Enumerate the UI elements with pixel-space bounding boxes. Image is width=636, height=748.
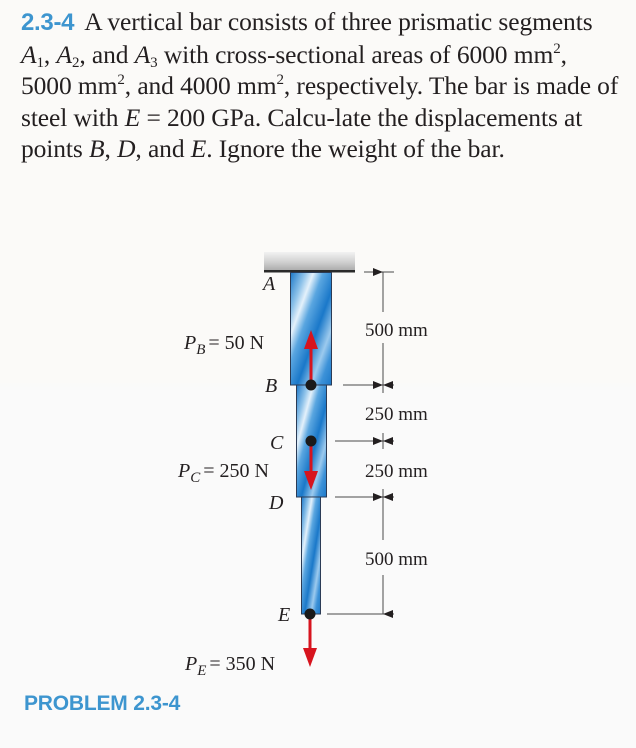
load-arrow-pe (303, 615, 317, 667)
fixed-support (264, 252, 355, 273)
text-fragment: , and (79, 39, 135, 69)
text-fragment: , (43, 39, 57, 69)
dimension-label-ab: 500 mm (365, 320, 428, 341)
subscript: 3 (150, 54, 158, 71)
text-fragment: . Ignore the weight of the bar. (206, 134, 505, 163)
subscript: 1 (36, 54, 44, 71)
symbol-e-modulus: E (124, 102, 141, 132)
text-fragment: , respectively. The bar is made of steel with (21, 71, 619, 132)
load-value: = 50 N (208, 332, 265, 354)
load-label-pe (184, 653, 275, 679)
load-subscript: B (196, 342, 206, 358)
load-label-pb (183, 332, 264, 358)
load-value: = 250 N (203, 460, 269, 482)
load-symbol: P (184, 332, 197, 354)
point-e-dot (305, 609, 316, 620)
point-label-a: A (263, 273, 276, 295)
superscript: 2 (553, 40, 561, 57)
superscript: 2 (276, 72, 284, 88)
figure-caption: PROBLEM 2.3-4 (24, 692, 181, 715)
point-label-e: E (278, 604, 291, 626)
bar-segment-a3 (302, 497, 321, 614)
symbol-a1: A (21, 39, 37, 69)
dimension-label-bc: 250 mm (365, 404, 428, 425)
point-d-ref: D (117, 134, 136, 163)
load-subscript: E (197, 663, 207, 679)
superscript: 2 (117, 72, 125, 88)
point-label-d: D (269, 492, 284, 514)
text-fragment: , and 4000 mm (124, 71, 277, 100)
text-fragment: , (104, 134, 118, 163)
text-fragment: = 200 GPa. Calcu-late the displacements at points (21, 102, 583, 163)
point-c-dot (306, 436, 317, 447)
text-fragment: , and (135, 134, 191, 163)
subscript: 2 (71, 54, 80, 71)
symbol-a2: A (56, 39, 72, 69)
load-label-pc (177, 460, 269, 486)
dimension-label-cd: 250 mm (365, 461, 428, 482)
dimension-label-de: 500 mm (365, 549, 428, 570)
load-symbol: P (185, 653, 198, 675)
point-label-b: B (265, 375, 278, 397)
text-fragment: , 5000 mm (21, 39, 567, 100)
problem-number: 2.3-4 (21, 9, 75, 36)
point-b-ref: B (89, 134, 105, 163)
text-fragment: with cross-sectional areas of 6000 mm (157, 39, 554, 69)
load-symbol: P (178, 460, 191, 482)
symbol-a3: A (134, 39, 151, 69)
point-label-c: C (270, 432, 284, 454)
point-e-ref: E (190, 134, 207, 163)
load-subscript: C (190, 470, 201, 486)
text-fragment: A vertical bar consists of three prismatic segments (84, 7, 593, 36)
point-b-dot (306, 380, 317, 391)
load-value: = 350 N (209, 653, 276, 675)
